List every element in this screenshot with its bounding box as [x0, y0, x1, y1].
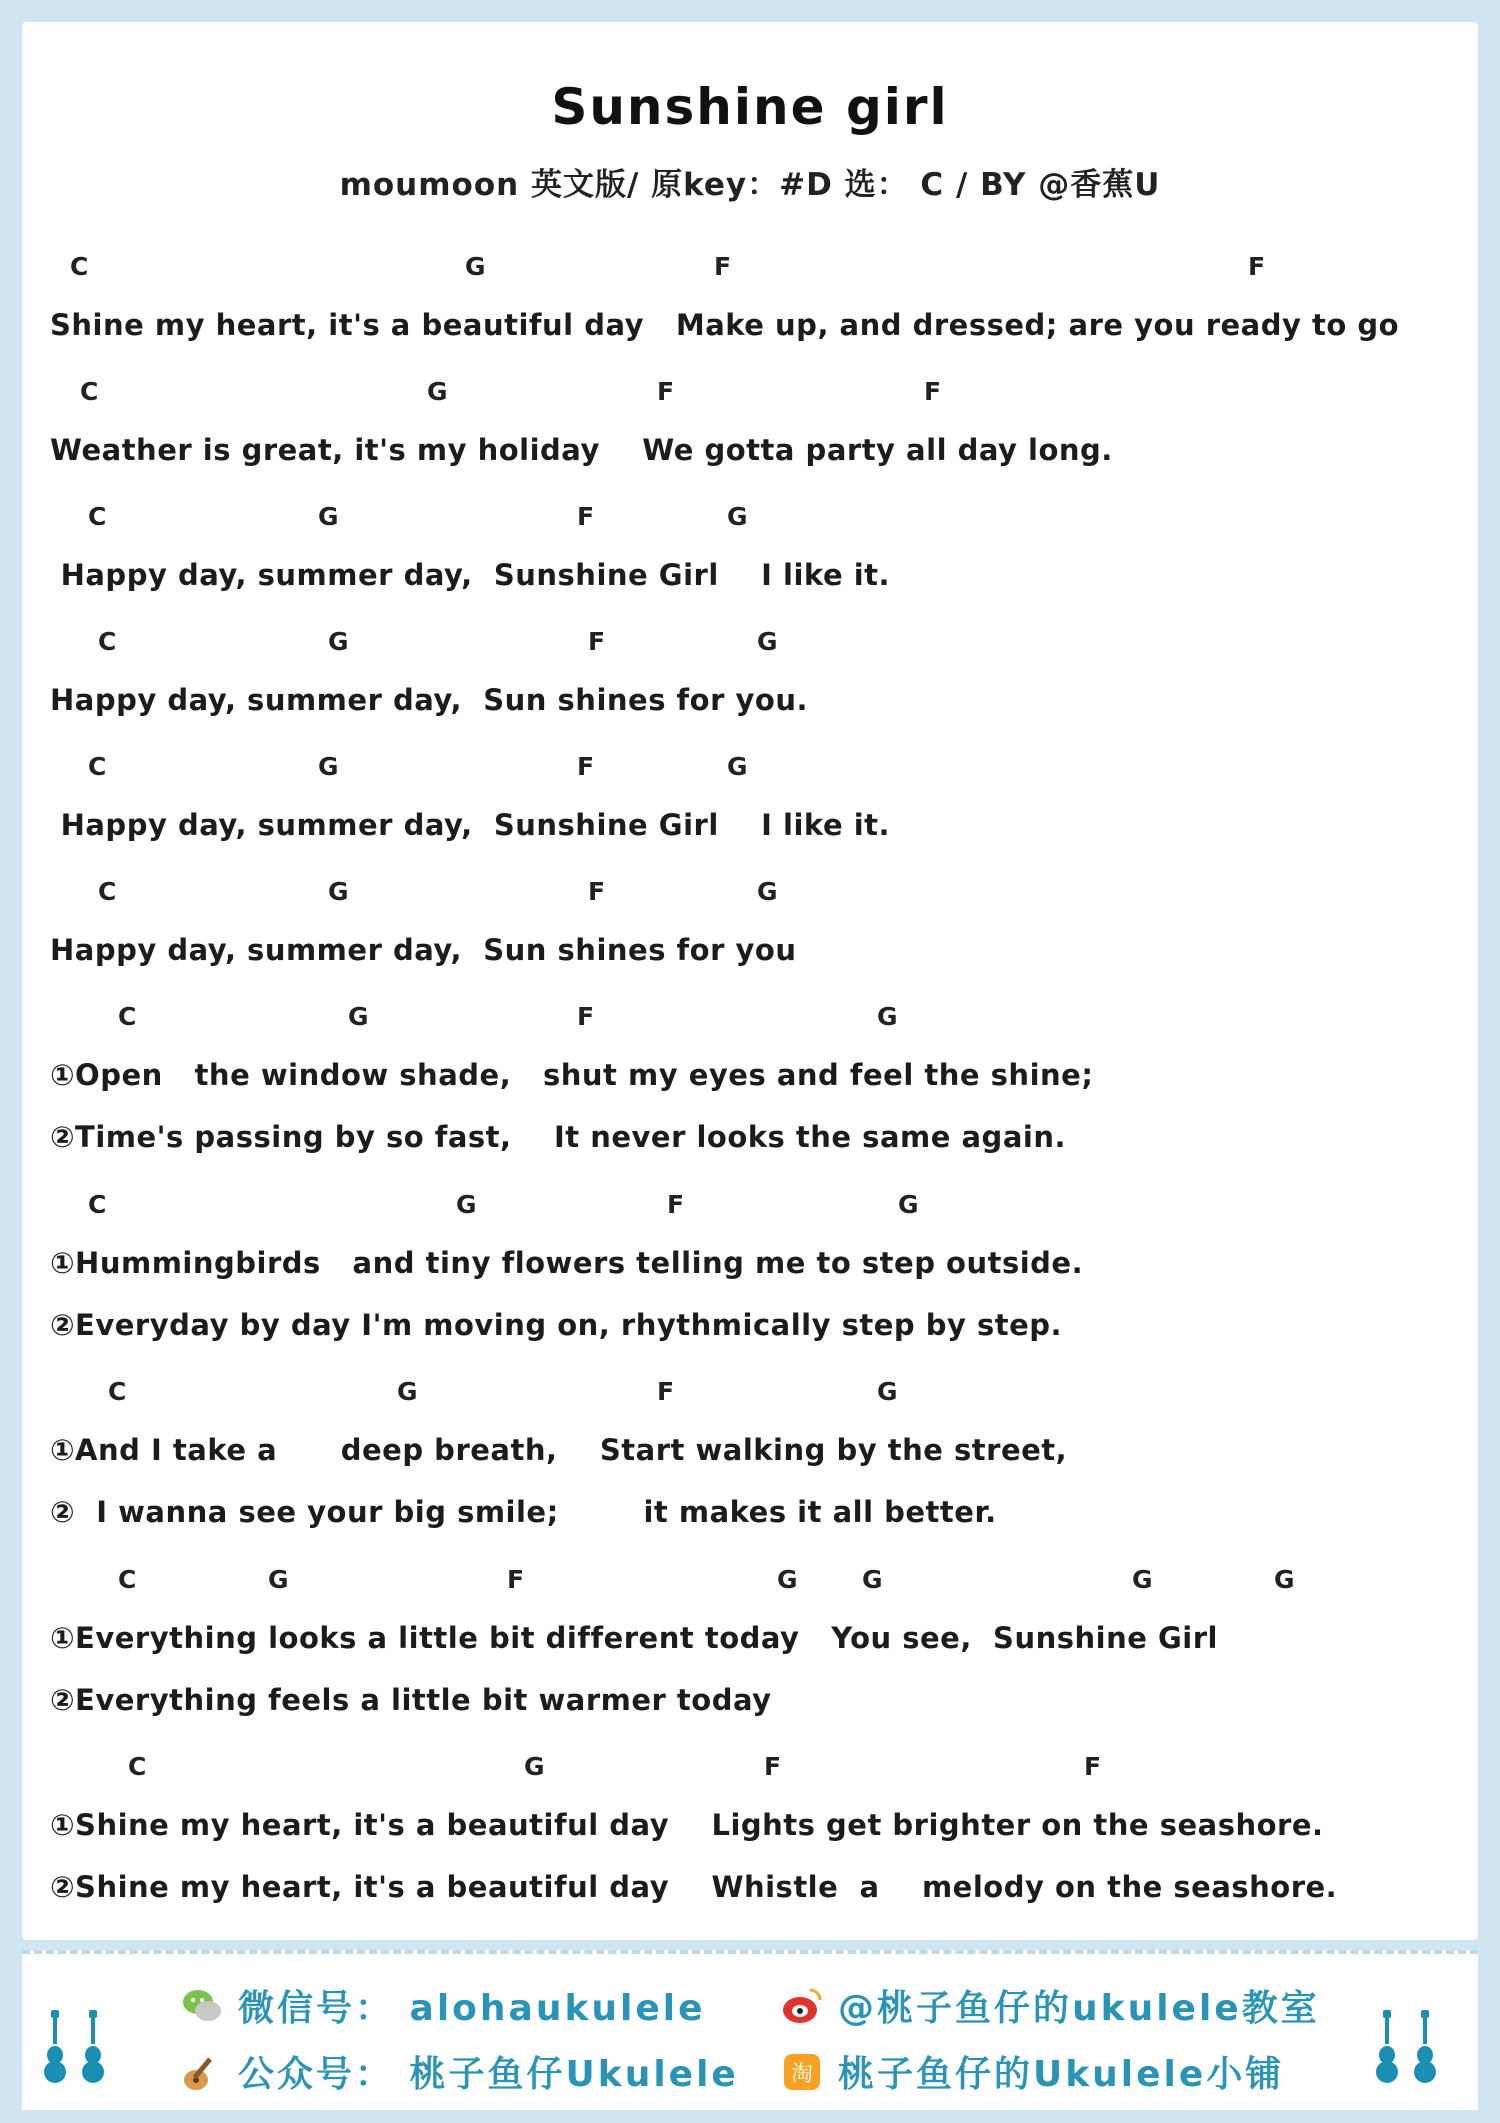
song-title: Sunshine girl: [551, 78, 949, 136]
chord-symbol: G: [328, 877, 349, 906]
chord-symbol: C: [70, 252, 89, 281]
chord-symbol: G: [727, 502, 748, 531]
chord-symbol: C: [88, 1190, 107, 1219]
chord-line: [22, 877, 1478, 911]
chord-line: [22, 627, 1478, 661]
lyric-line: ①Hummingbirds and tiny flowers telling me to step outside.: [50, 1246, 1084, 1280]
lyric-line: Happy day, summer day, Sun shines for you.: [50, 683, 808, 717]
chord-symbol: F: [588, 877, 606, 906]
chord-symbol: G: [268, 1565, 289, 1594]
lyric-line: Happy day, summer day, Sunshine Girl I like it.: [50, 558, 891, 592]
weibo-label: @桃子鱼仔的ukulele教室: [838, 1988, 1320, 2029]
chord-line: [22, 1190, 1478, 1224]
chord-symbol: G: [1274, 1565, 1295, 1594]
chord-symbol: C: [118, 1565, 137, 1594]
chord-symbol: C: [118, 1002, 137, 1031]
wechat-contact: [180, 1980, 706, 2031]
ukulele-icon: [80, 2010, 106, 2084]
chord-symbol: G: [898, 1190, 919, 1219]
chord-symbol: F: [667, 1190, 685, 1219]
lyric-line: ②Everything feels a little bit warmer today: [50, 1683, 772, 1717]
chord-sheet: [22, 22, 1478, 1940]
chord-symbol: F: [764, 1752, 782, 1781]
lyric-line: ②Time's passing by so fast, It never looks the same again.: [50, 1120, 1066, 1154]
wechat-icon: [180, 1984, 224, 2028]
footer: [22, 1950, 1478, 2110]
chord-symbol: G: [465, 252, 486, 281]
lyric-line: ①Open the window shade, shut my eyes and feel the shine;: [50, 1058, 1094, 1092]
chord-symbol: G: [427, 377, 448, 406]
chord-symbol: G: [777, 1565, 798, 1594]
taobao-icon: [780, 2050, 824, 2094]
chord-symbol: G: [397, 1377, 418, 1406]
chord-symbol: C: [108, 1377, 127, 1406]
chord-symbol: F: [1248, 252, 1266, 281]
lyric-line: Happy day, summer day, Sun shines for you: [50, 933, 797, 967]
gzh-contact: [180, 2046, 739, 2097]
chord-symbol: C: [98, 627, 117, 656]
chord-symbol: F: [577, 502, 595, 531]
chord-symbol: F: [657, 1377, 675, 1406]
weibo-contact: [780, 1980, 1320, 2031]
chord-symbol: C: [128, 1752, 147, 1781]
weibo-icon: [780, 1984, 824, 2028]
lyric-line: ②Shine my heart, it's a beautiful day Whistle a melody on the seashore.: [50, 1870, 1338, 1904]
chord-symbol: F: [657, 377, 675, 406]
lyric-line: ①Shine my heart, it's a beautiful day Lights get brighter on the seashore.: [50, 1808, 1324, 1842]
lyric-line: Weather is great, it's my holiday We gotta party all day long.: [50, 433, 1113, 467]
chord-symbol: F: [577, 1002, 595, 1031]
chord-line: [22, 1565, 1478, 1599]
ukulele-icon: [42, 2010, 68, 2084]
chord-symbol: F: [577, 752, 595, 781]
lyric-line: ② I wanna see your big smile; it makes it all better.: [50, 1495, 997, 1529]
chord-symbol: G: [757, 877, 778, 906]
lyric-line: Shine my heart, it's a beautiful day Make up, and dressed; are you ready to go: [50, 308, 1400, 342]
chord-symbol: F: [924, 377, 942, 406]
chord-line: [22, 252, 1478, 286]
chord-symbol: G: [877, 1002, 898, 1031]
chord-symbol: G: [318, 752, 339, 781]
chord-line: [22, 502, 1478, 536]
chord-symbol: F: [507, 1565, 525, 1594]
taobao-label: 桃子鱼仔的Ukulele小铺: [838, 2054, 1285, 2095]
chord-symbol: G: [727, 752, 748, 781]
chord-symbol: G: [318, 502, 339, 531]
svg-text:淘: 淘: [790, 2061, 814, 2087]
chord-symbol: G: [1132, 1565, 1153, 1594]
wechat-label: 微信号： alohaukulele: [238, 1988, 706, 2029]
gzh-label: 公众号： 桃子鱼仔Ukulele: [238, 2054, 739, 2095]
song-subtitle: moumoon 英文版/ 原key：#D 选： C / BY @香蕉U: [339, 167, 1161, 203]
chord-line: [22, 1752, 1478, 1786]
lyric-line: ①Everything looks a little bit different today You see, Sunshine Girl: [50, 1621, 1218, 1655]
chord-symbol: C: [88, 752, 107, 781]
ukulele-badge-icon: [180, 2050, 224, 2094]
chord-line: [22, 1002, 1478, 1036]
chord-line: [22, 377, 1478, 411]
chord-symbol: C: [98, 877, 117, 906]
chord-symbol: C: [80, 377, 99, 406]
chord-symbol: G: [456, 1190, 477, 1219]
chord-symbol: G: [862, 1565, 883, 1594]
chord-symbol: G: [524, 1752, 545, 1781]
ukulele-icon: [1412, 2010, 1438, 2084]
ukulele-icon: [1374, 2010, 1400, 2084]
chord-symbol: G: [328, 627, 349, 656]
chord-symbol: F: [714, 252, 732, 281]
lyric-line: ②Everyday by day I'm moving on, rhythmically step by step.: [50, 1308, 1063, 1342]
chord-symbol: C: [88, 502, 107, 531]
chord-symbol: F: [588, 627, 606, 656]
chord-symbol: G: [348, 1002, 369, 1031]
chord-symbol: G: [877, 1377, 898, 1406]
chord-symbol: F: [1084, 1752, 1102, 1781]
taobao-contact: [780, 2046, 1284, 2097]
chord-symbol: G: [757, 627, 778, 656]
chord-line: [22, 752, 1478, 786]
chord-line: [22, 1377, 1478, 1411]
lyric-line: Happy day, summer day, Sunshine Girl I like it.: [50, 808, 891, 842]
lyric-line: ①And I take a deep breath, Start walking by the street,: [50, 1433, 1068, 1467]
